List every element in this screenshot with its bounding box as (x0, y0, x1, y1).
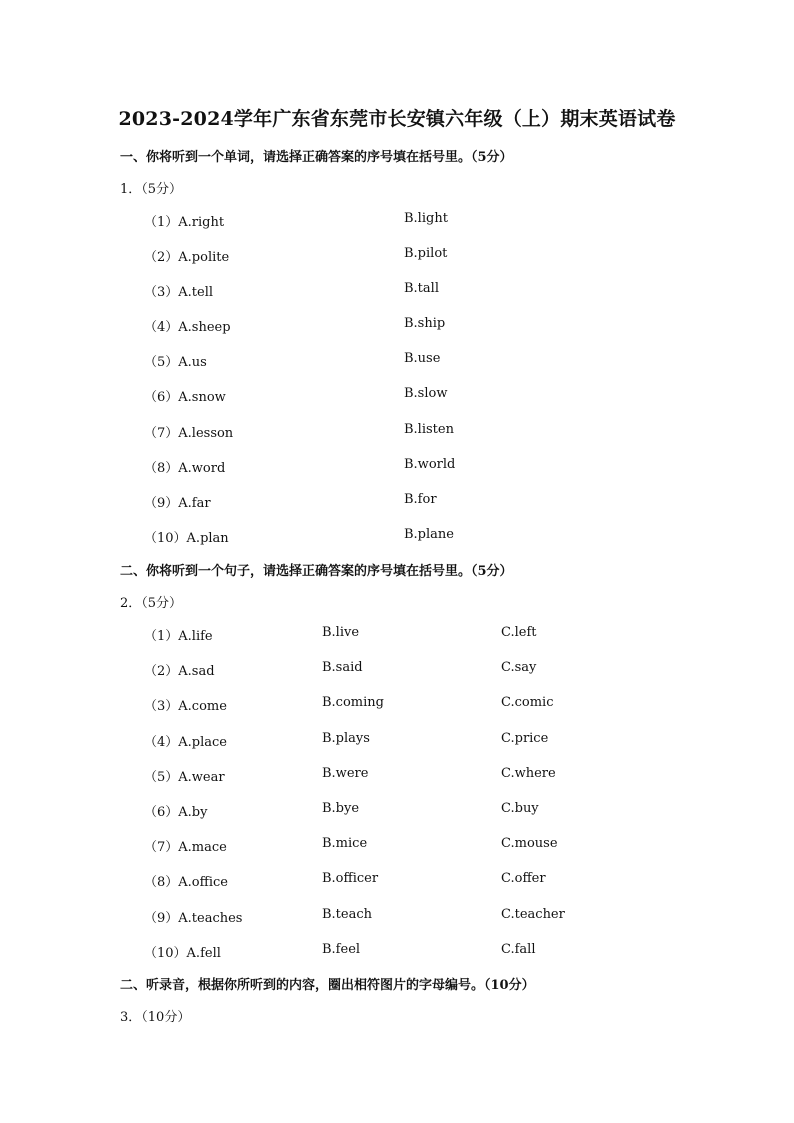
option-a: （2）A.sad (144, 664, 215, 679)
option-b: B.were (322, 766, 369, 781)
option-row (0, 351, 794, 371)
option-b: B.bye (322, 801, 360, 816)
option-c: C.mouse (501, 836, 558, 851)
option-row (0, 731, 794, 751)
option-a: （7）A.mace (144, 840, 227, 855)
option-row (0, 386, 794, 406)
option-row (0, 871, 794, 891)
option-a: （4）A.place (144, 735, 227, 750)
option-b: B.use (404, 351, 441, 366)
option-b: B.slow (404, 386, 448, 401)
exam-title: 2023-2024学年广东省东莞市长安镇六年级（上）期末英语试卷 (118, 108, 676, 130)
question-number-2: 2．（5分） (120, 596, 183, 611)
option-row (0, 660, 794, 680)
option-a: （3）A.come (144, 699, 227, 714)
option-a: （9）A.far (144, 496, 211, 511)
option-b: B.plays (322, 731, 370, 746)
option-row (0, 625, 794, 645)
option-a: （8）A.word (144, 461, 226, 476)
option-c: C.offer (501, 871, 546, 886)
section-heading-1: 一、你将听到一个单词，请选择正确答案的序号填在括号里。（5分） (120, 150, 513, 165)
option-b: B.mice (322, 836, 368, 851)
option-a: （3）A.tell (144, 285, 214, 300)
option-row (0, 281, 794, 301)
option-c: C.where (501, 766, 556, 781)
option-a: （2）A.polite (144, 250, 230, 265)
option-b: B.officer (322, 871, 379, 886)
option-c: C.price (501, 731, 549, 746)
option-c: C.buy (501, 801, 539, 816)
question-number-1: 1．（5分） (120, 182, 183, 197)
option-row (0, 766, 794, 786)
option-a: （10）A.fell (144, 946, 221, 961)
option-row (0, 492, 794, 512)
option-row (0, 801, 794, 821)
option-a: （6）A.by (144, 805, 208, 820)
option-a: （1）A.right (144, 215, 225, 230)
option-b: B.said (322, 660, 363, 675)
option-c: C.say (501, 660, 537, 675)
option-b: B.pilot (404, 246, 448, 261)
option-row (0, 907, 794, 927)
option-a: （10）A.plan (144, 531, 229, 546)
option-b: B.live (322, 625, 360, 640)
option-b: B.light (404, 211, 448, 226)
option-c: C.comic (501, 695, 554, 710)
option-b: B.plane (404, 527, 454, 542)
option-c: C.teacher (501, 907, 565, 922)
option-b: B.world (404, 457, 456, 472)
option-a: （4）A.sheep (144, 320, 231, 335)
option-row (0, 527, 794, 547)
section-heading-2: 二、你将听到一个句子，请选择正确答案的序号填在括号里。（5分） (120, 564, 513, 579)
option-row (0, 836, 794, 856)
option-b: B.ship (404, 316, 446, 331)
option-row (0, 211, 794, 231)
option-a: （7）A.lesson (144, 426, 234, 441)
option-b: B.tall (404, 281, 439, 296)
option-b: B.listen (404, 422, 454, 437)
option-a: （1）A.life (144, 629, 213, 644)
option-a: （9）A.teaches (144, 911, 243, 926)
section-heading-3: 二、听录音，根据你所听到的内容，圈出相符图片的字母编号。（10分） (120, 978, 535, 993)
option-b: B.feel (322, 942, 361, 957)
option-a: （6）A.snow (144, 390, 226, 405)
option-a: （5）A.us (144, 355, 207, 370)
option-b: B.teach (322, 907, 373, 922)
option-row (0, 246, 794, 266)
option-row (0, 695, 794, 715)
option-row (0, 422, 794, 442)
option-row (0, 316, 794, 336)
option-c: C.fall (501, 942, 536, 957)
option-c: C.left (501, 625, 537, 640)
option-row (0, 942, 794, 962)
question-number-3: 3．（10分） (120, 1010, 191, 1025)
option-row (0, 457, 794, 477)
option-b: B.for (404, 492, 437, 507)
option-a: （8）A.office (144, 875, 228, 890)
option-a: （5）A.wear (144, 770, 225, 785)
option-b: B.coming (322, 695, 384, 710)
